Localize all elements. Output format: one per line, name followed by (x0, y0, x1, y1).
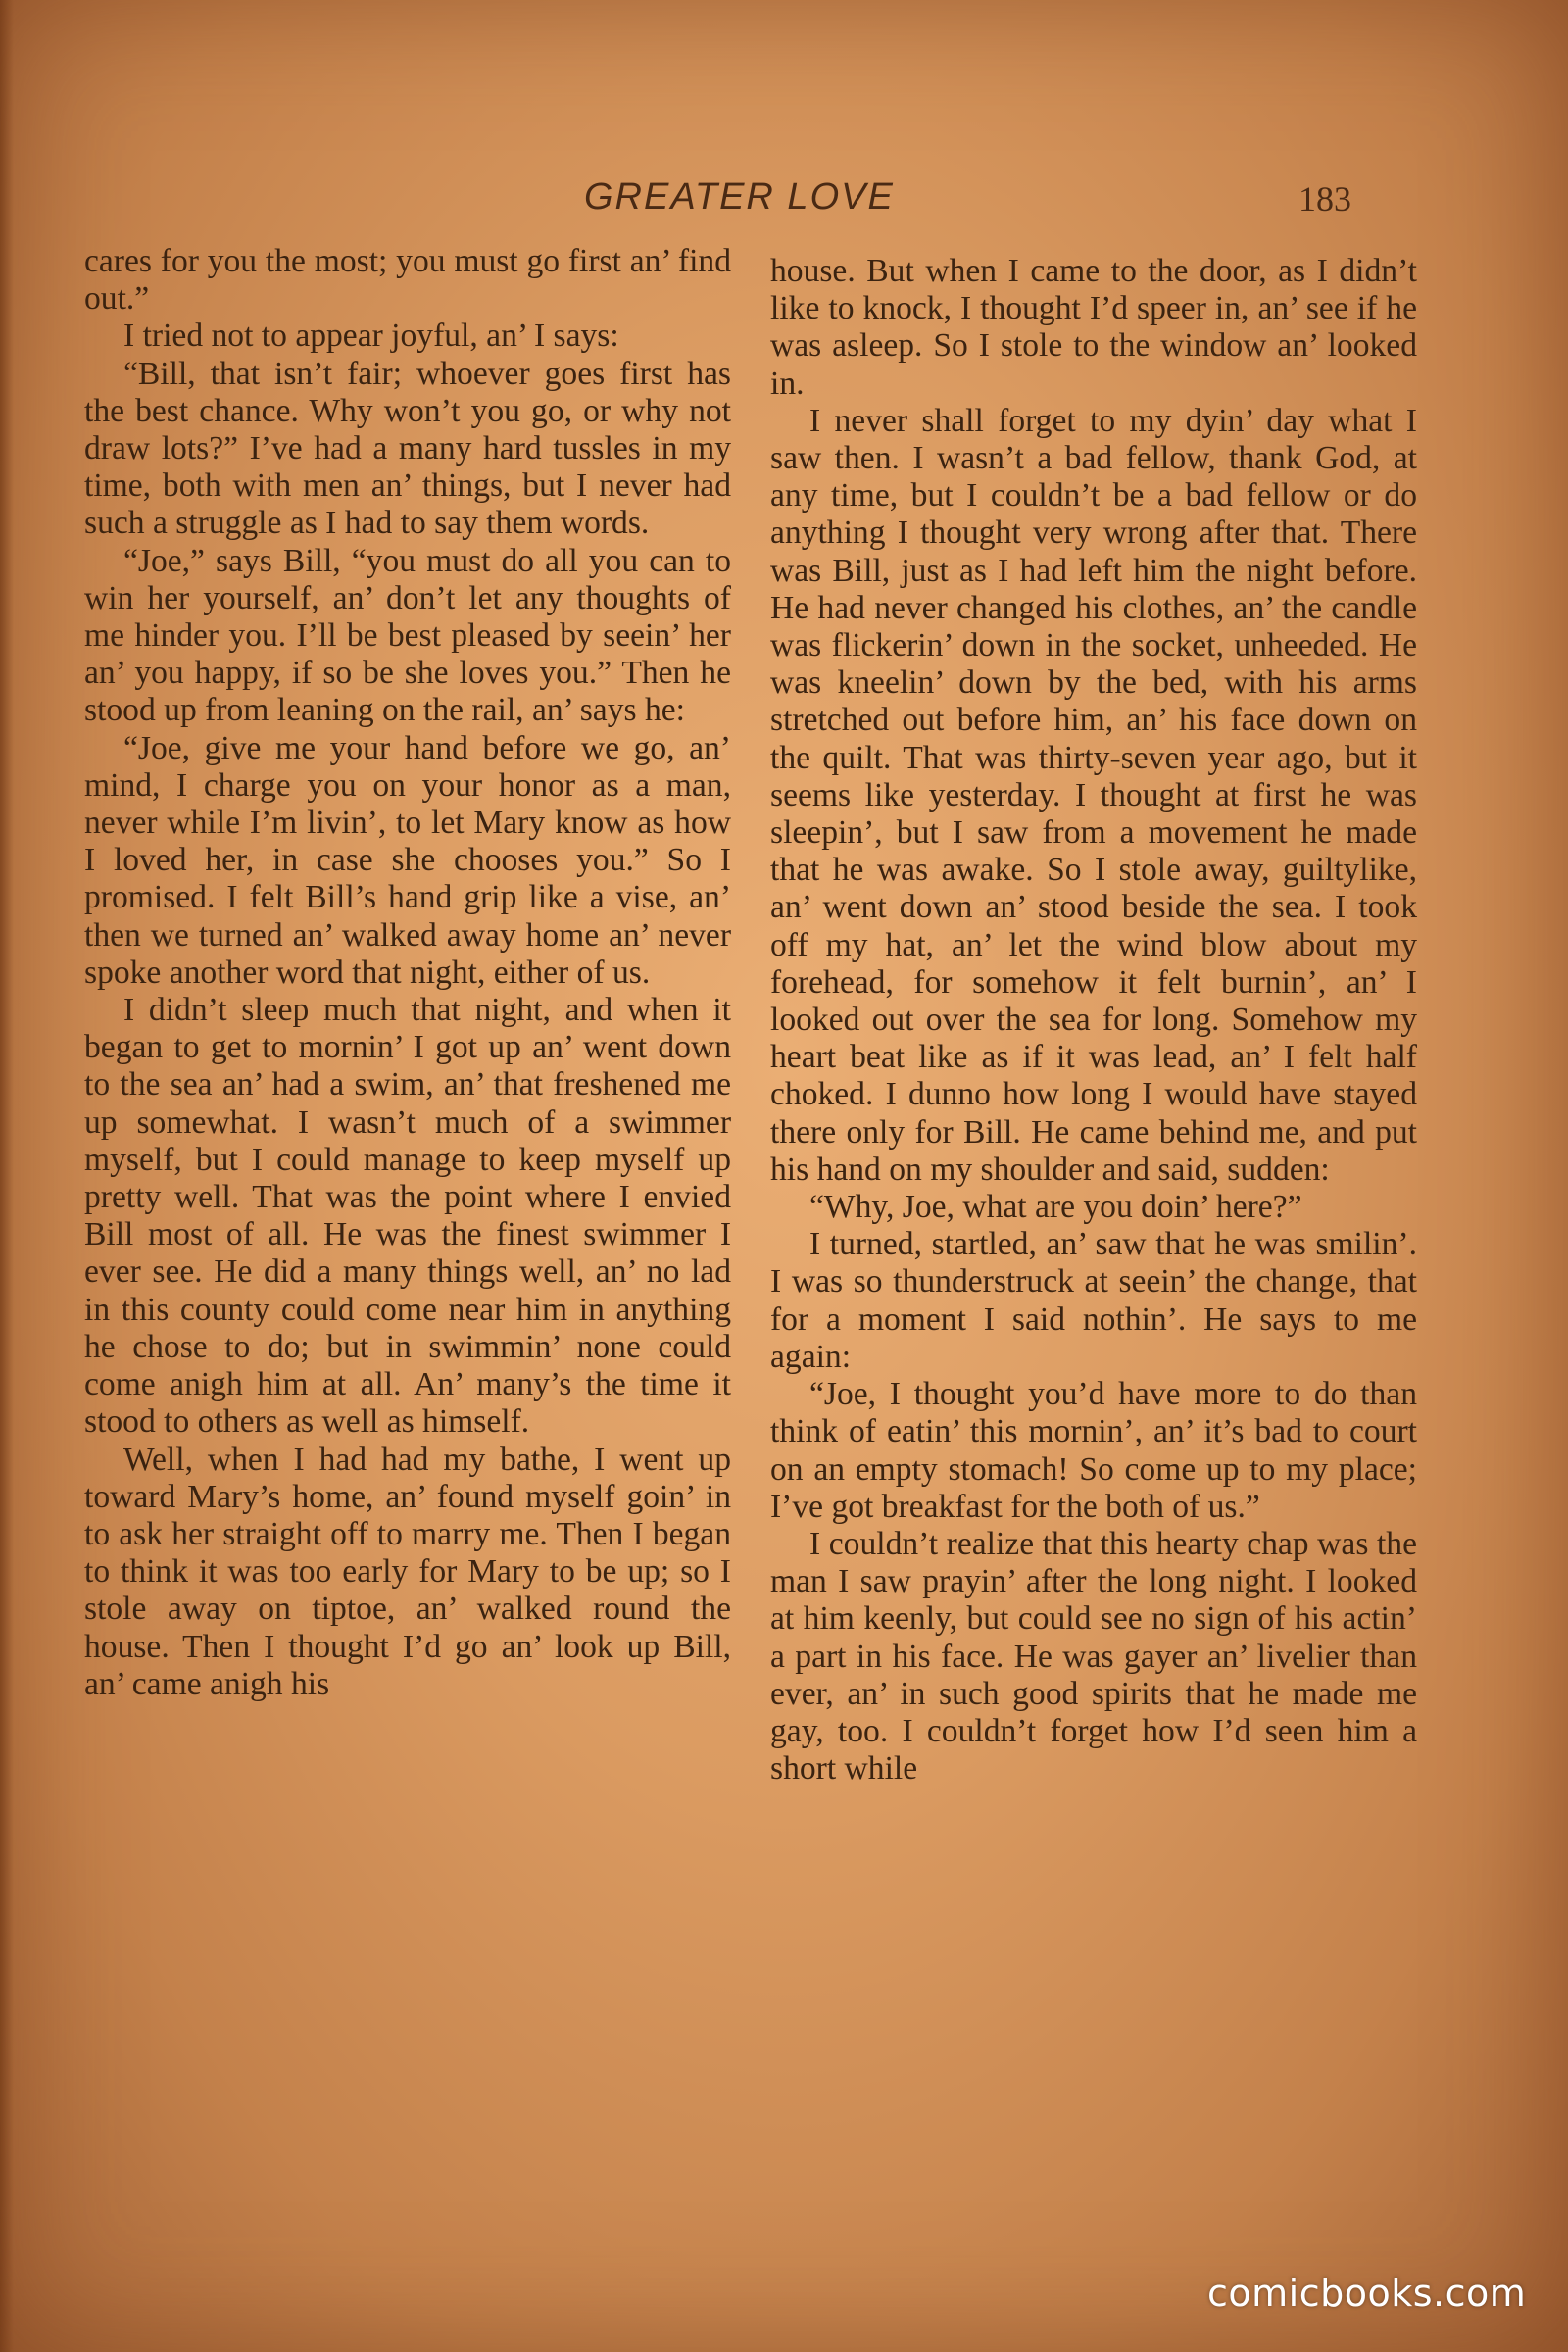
paragraph: I didn’t sleep much that night, and when it began to get to mornin’ I got up an’ went down to the sea an’ had a swim, an’ that freshened me up somewhat. I wasn’t much of a swimmer myself, but I could manage to keep myself up pretty well. That was the point where I envied Bill most of all. He was the finest swimmer I ever see. He did a many things well, an’ no lad in this county could come near him in anything he chose to do; but in swimmin’ none could come anigh him at all. An’ many’s the time it stood to others as well as himself. (84, 992, 731, 1441)
paragraph: house. But when I came to the door, as I didn’t like to knock, I thought I’d speer in, an’ see if he was asleep. So I stole to the window an’ looked in. (770, 253, 1417, 402)
page-number: 183 (1298, 179, 1351, 219)
right-column (770, 253, 1417, 1788)
paragraph: Well, when I had had my bathe, I went up toward Mary’s home, an’ found myself goin’ in to ask her straight off to marry me. Then I began to think it was too early for Mary to be up; so I stole away on tiptoe, an’ walked round the house. Then I thought I’d go an’ look up Bill, an’ came anigh his (84, 1441, 731, 1702)
watermark-text: comicbooks.com (1207, 2272, 1527, 2315)
paragraph: I never shall forget to my dyin’ day what I saw then. I wasn’t a bad fellow, thank God, at any time, but I couldn’t be a bad fellow or do anything I thought very wrong after that. There was Bill, just as I had left him the night before. He had never changed his clothes, an’ the candle was flickerin’ down in the socket, unheeded. He was kneelin’ down by the bed, with his arms stretched out before him, an’ his face down on the quilt. That was thirty-seven year ago, but it seems like yesterday. I thought at first he was sleepin’, but I saw from a movement he made that he was awake. So I stole away, guiltylike, an’ went down an’ stood beside the sea. I took off my hat, an’ let the wind blow about my forehead, for somehow it felt burnin’, an’ I looked out over the sea for long. Somehow my heart beat like as if it was lead, an’ I felt half choked. I dunno how long I would have stayed there only for Bill. He came behind me, and put his hand on my shoulder and said, sudden: (770, 402, 1417, 1188)
paragraph: I tried not to appear joyful, an’ I says: (123, 318, 619, 355)
paragraph: “Bill, that isn’t fair; whoever goes first has the best chance. Why won’t you go, or why not draw lots?” I’ve had a many hard tussles in my time, both with men an’ things, but I never had such a struggle as I had to say them words. (84, 355, 731, 542)
paragraph: “Why, Joe, what are you doin’ here?” (809, 1189, 1302, 1226)
paragraph: “Joe, give me your hand before we go, an’ mind, I charge you on your honor as a man, never while I’m livin’, to let Mary know as how I loved her, in case she chooses you.” So I promised. I felt Bill’s hand grip like a vise, an’ then we turned an’ walked away home an’ never spoke another word that night, either of us. (84, 729, 731, 991)
running-title: GREATER LOVE (584, 176, 895, 218)
paragraph: “Joe, I thought you’d have more to do than think of eatin’ this mornin’, an’ it’s bad to court on an empty stomach! So come up to my place; I’ve got breakfast for the both of us.” (770, 1376, 1417, 1525)
left-column (84, 243, 731, 1703)
paragraph: cares for you the most; you must go first an’ find out.” (84, 243, 731, 318)
paragraph: I turned, startled, an’ saw that he was smilin’. I was so thunderstruck at seein’ the change, that for a moment I said nothin’. He says to me again: (770, 1226, 1417, 1375)
page-edge-shadow (0, 0, 14, 2352)
paragraph: “Joe,” says Bill, “you must do all you can to win her yourself, an’ don’t let any thoughts of me hinder you. I’ll be best pleased by seein’ her an’ you happy, if so be she loves you.” Then he stood up from leaning on the rail, an’ says he: (84, 542, 731, 729)
paragraph: I couldn’t realize that this hearty chap was the man I saw prayin’ after the long night. I looked at him keenly, but could see no sign of his actin’ a part in his face. He was gayer an’ livelier than ever, an’ in such good spirits that he made me gay, too. I couldn’t forget how I’d seen him a short while (770, 1525, 1417, 1788)
page-header (0, 176, 1568, 235)
